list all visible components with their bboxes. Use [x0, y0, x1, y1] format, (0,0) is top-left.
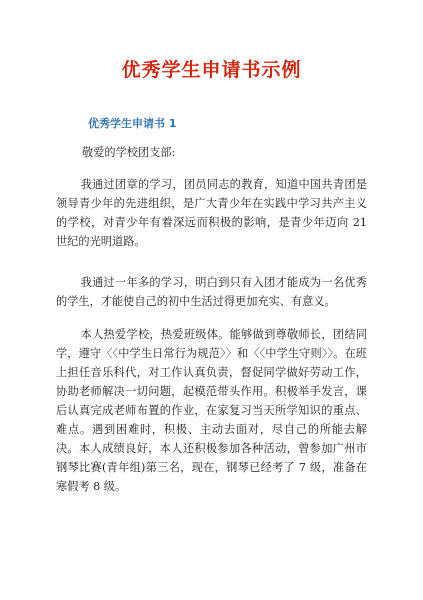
body-paragraph-3: [56, 325, 367, 496]
body-paragraph-1: [56, 175, 367, 251]
document-title: 优秀学生申请书示例: [121, 59, 302, 81]
paragraph-text: 我通过团章的学习，团员同志的教育，知道中国共青团是领导青少年的先进组织，是广大青少年在实践中学习共产主义的学校，对青少年有着深远而积极的影响，是青少年迈向 21 世纪的光明道路。: [56, 178, 367, 248]
paragraph-text: 我通过一年多的学习，明白到只有入团才能成为一名优秀的学生，才能使自己的初中生活过得更加充实、有意义。: [56, 276, 367, 308]
document-subtitle: 优秀学生申请书 1: [88, 117, 177, 130]
salutation: 敬爱的学校团支部:: [82, 146, 176, 159]
paragraph-text: 本人热爱学校，热爱班级体。能够做到尊敬师长，团结同学，遵守〈〈中学生日常行为规范〉〉和〈〈中学生守则〉〉。在班上担任音乐科代，对工作认真负责，督促同学做好劳动工作，协助老师解决一切问题，起模范带头作用。积极举手发言，课后认真完成老师布置的作业，在家复习当天所学知识的重点、难点。遇到困难时，积极、主动去面对，尽自己的所能去解决。本人成绩良好，本人还积极参加各种活动，曾参加广州市钢琴比赛(青年组)第三名，现在，钢琴已经考了 7 级，准备在寒假考 8 级。: [56, 328, 367, 493]
body-paragraph-2: [56, 273, 367, 311]
